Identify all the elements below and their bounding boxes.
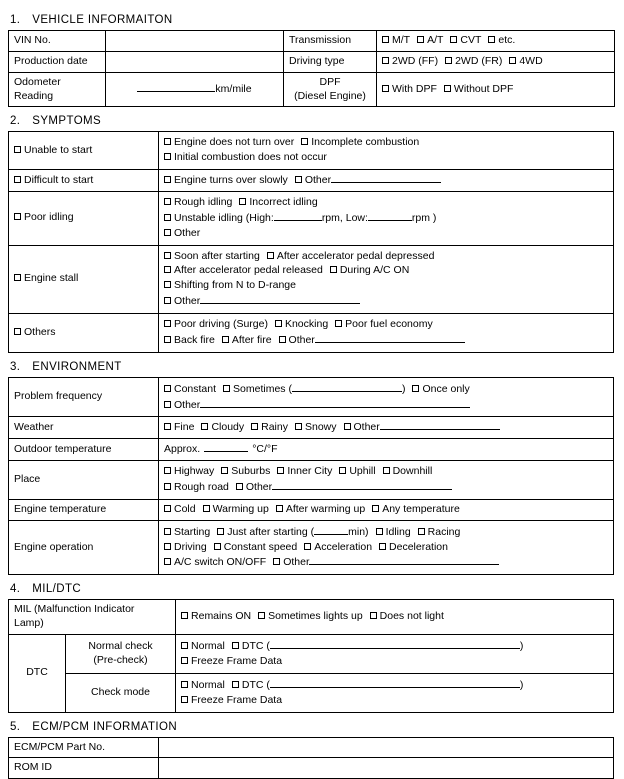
section-title-symptoms: 2. SYMPTOMS (10, 107, 616, 128)
checkbox-icon[interactable] (181, 612, 188, 619)
table-row (9, 417, 614, 439)
checkbox-icon[interactable] (372, 505, 379, 512)
option-after-accelerator-pedal-depressed[interactable]: After accelerator pedal depressed (267, 250, 435, 264)
weather-label: Weather (9, 417, 159, 439)
table-row (9, 635, 614, 674)
checkbox-icon[interactable] (412, 385, 419, 392)
checkbox-icon[interactable] (301, 138, 308, 145)
checkbox-icon[interactable] (232, 642, 239, 649)
checkbox-icon[interactable] (258, 612, 265, 619)
option-rough-road[interactable]: Rough road (164, 481, 229, 495)
option-etc[interactable]: etc. (488, 34, 515, 48)
checkbox-icon[interactable] (344, 423, 351, 430)
section-title-environment: 3. ENVIRONMENT (10, 353, 616, 374)
checkbox-icon[interactable] (164, 385, 171, 392)
place-options[interactable] (159, 461, 614, 500)
symptom-engine-stall-options[interactable] (159, 245, 614, 313)
table-row (9, 192, 614, 246)
checkbox-icon[interactable] (164, 138, 171, 145)
problem-frequency-options[interactable] (159, 377, 614, 417)
option-2wd-fr[interactable]: 2WD (FR) (445, 55, 502, 69)
option-remains-on[interactable]: Remains ON (181, 610, 251, 624)
checkbox-icon[interactable] (203, 505, 210, 512)
transmission-label: Transmission (284, 31, 377, 52)
ecm-pcm-table (8, 737, 614, 779)
option-rough-idling[interactable]: Rough idling (164, 196, 232, 210)
option-knocking[interactable]: Knocking (275, 318, 328, 332)
checkbox-icon[interactable] (330, 266, 337, 273)
section-title-vehicle-information: 1. VEHICLE INFORMAITON (10, 6, 616, 27)
checkbox-icon[interactable] (383, 467, 390, 474)
checkbox-icon[interactable] (370, 612, 377, 619)
option-incorrect-idling[interactable]: Incorrect idling (239, 196, 317, 210)
option-downhill[interactable]: Downhill (383, 465, 433, 479)
check-mode-options[interactable] (176, 673, 614, 712)
option-mt[interactable]: M/T (382, 34, 410, 48)
option-inner-city[interactable]: Inner City (277, 465, 332, 479)
option-back-fire[interactable]: Back fire (164, 334, 215, 348)
table-row (9, 51, 615, 72)
checkbox-icon[interactable] (277, 467, 284, 474)
checkbox-icon[interactable] (14, 176, 21, 183)
table-row (9, 72, 615, 107)
option-dtc[interactable]: DTC ( ) (232, 678, 524, 693)
symptom-others-options[interactable] (159, 314, 614, 353)
checkbox-icon[interactable] (201, 423, 208, 430)
checkbox-icon[interactable] (450, 36, 457, 43)
option-fine[interactable]: Fine (164, 421, 194, 435)
checkbox-icon[interactable] (232, 681, 239, 688)
checkbox-icon[interactable] (181, 657, 188, 664)
place-label: Place (9, 461, 159, 500)
option-dtc[interactable]: DTC ( ) (232, 639, 524, 654)
option-other[interactable]: Other (164, 398, 470, 413)
normal-check-label: Normal check (Pre-check) (66, 635, 176, 674)
option-once-only[interactable]: Once only (412, 383, 469, 397)
symptom-poor-idling[interactable]: Poor idling (9, 192, 159, 246)
option-2wd-ff[interactable]: 2WD (FF) (382, 55, 438, 69)
engine-operation-options[interactable] (159, 520, 614, 575)
checkbox-icon[interactable] (276, 505, 283, 512)
option-at[interactable]: A/T (417, 34, 443, 48)
checkbox-icon[interactable] (164, 153, 171, 160)
engine-operation-label: Engine operation (9, 520, 159, 575)
checkbox-icon[interactable] (239, 198, 246, 205)
checkbox-icon[interactable] (295, 176, 302, 183)
option-other[interactable]: Other (164, 227, 200, 241)
checkbox-icon[interactable] (164, 483, 171, 490)
checkbox-icon[interactable] (509, 57, 516, 64)
option-other[interactable]: Other (236, 480, 452, 495)
option-with-dpf[interactable]: With DPF (382, 83, 437, 97)
checkbox-icon[interactable] (164, 281, 171, 288)
table-row (9, 132, 614, 170)
checkbox-icon[interactable] (382, 36, 389, 43)
vin-label: VIN No. (9, 31, 106, 52)
option-freeze-frame-data[interactable]: Freeze Frame Data (181, 694, 282, 708)
checkbox-icon[interactable] (14, 146, 21, 153)
checkbox-icon[interactable] (164, 543, 171, 550)
checkbox-icon[interactable] (379, 543, 386, 550)
option-racing[interactable]: Racing (418, 526, 461, 540)
checkbox-icon[interactable] (164, 528, 171, 535)
option-normal[interactable]: Normal (181, 640, 225, 654)
checkbox-icon[interactable] (267, 252, 274, 259)
table-row (9, 314, 614, 353)
option-engine-turns-over-slowly[interactable]: Engine turns over slowly (164, 174, 288, 188)
transmission-options[interactable] (377, 31, 615, 52)
engine-temperature-label: Engine temperature (9, 499, 159, 520)
checkbox-icon[interactable] (382, 85, 389, 92)
checkbox-icon[interactable] (164, 229, 171, 236)
option-after-warming-up[interactable]: After warming up (276, 503, 365, 517)
checkbox-icon[interactable] (14, 274, 21, 281)
mil-label: MIL (Malfunction Indicator Lamp) (9, 600, 176, 635)
vin-value[interactable] (106, 31, 284, 52)
checkbox-icon[interactable] (164, 198, 171, 205)
option-shifting-n-to-d[interactable]: Shifting from N to D-range (164, 279, 296, 293)
option-poor-driving-surge[interactable]: Poor driving (Surge) (164, 318, 268, 332)
option-idling[interactable]: Idling (376, 526, 411, 540)
checkbox-icon[interactable] (339, 467, 346, 474)
option-deceleration[interactable]: Deceleration (379, 541, 448, 555)
table-row (9, 461, 614, 500)
symptom-poor-idling-options[interactable] (159, 192, 614, 246)
option-other[interactable]: Other (279, 333, 465, 348)
checkbox-icon[interactable] (164, 558, 171, 565)
checkbox-icon[interactable] (488, 36, 495, 43)
option-constant-speed[interactable]: Constant speed (214, 541, 298, 555)
symptom-unable-to-start[interactable]: Unable to start (9, 132, 159, 170)
option-suburbs[interactable]: Suburbs (221, 465, 270, 479)
option-freeze-frame-data[interactable]: Freeze Frame Data (181, 655, 282, 669)
option-other[interactable]: Other (273, 555, 499, 570)
outdoor-temperature-label: Outdoor temperature (9, 439, 159, 461)
checkbox-icon[interactable] (164, 401, 171, 408)
dpf-label: DPF (Diesel Engine) (284, 72, 377, 107)
weather-options[interactable] (159, 417, 614, 439)
option-other[interactable]: Other (295, 173, 441, 188)
checkbox-icon[interactable] (417, 36, 424, 43)
checkbox-icon[interactable] (164, 214, 171, 221)
option-rainy[interactable]: Rainy (251, 421, 288, 435)
outdoor-temperature-value[interactable]: Approx. °C/°F (159, 439, 614, 461)
section-title-ecm-pcm-information: 5. ECM/PCM INFORMATION (10, 713, 616, 734)
production-date-value[interactable] (106, 51, 284, 72)
option-after-fire[interactable]: After fire (222, 334, 272, 348)
checkbox-icon[interactable] (14, 213, 21, 220)
symptom-engine-stall[interactable]: Engine stall (9, 245, 159, 313)
table-row (9, 245, 614, 313)
driving-type-options[interactable] (377, 51, 615, 72)
environment-table (8, 377, 614, 576)
option-other[interactable]: Other (164, 294, 360, 309)
option-warming-up[interactable]: Warming up (203, 503, 269, 517)
table-row (9, 673, 614, 712)
checkbox-icon[interactable] (382, 57, 389, 64)
checkbox-icon[interactable] (279, 336, 286, 343)
option-driving[interactable]: Driving (164, 541, 207, 555)
option-normal[interactable]: Normal (181, 679, 225, 693)
option-just-after-starting[interactable]: Just after starting ( min) (217, 525, 368, 540)
option-cold[interactable]: Cold (164, 503, 196, 517)
checkbox-icon[interactable] (164, 266, 171, 273)
mil-options[interactable] (176, 600, 614, 635)
checkbox-icon[interactable] (223, 385, 230, 392)
checkbox-icon[interactable] (376, 528, 383, 535)
table-row (9, 377, 614, 417)
option-engine-does-not-turn-over[interactable]: Engine does not turn over (164, 136, 294, 150)
odometer-value[interactable]: km/mile (106, 72, 284, 107)
mil-dtc-table (8, 599, 614, 712)
checkbox-icon[interactable] (164, 252, 171, 259)
option-constant[interactable]: Constant (164, 383, 216, 397)
symptom-others[interactable]: Others (9, 314, 159, 353)
checkbox-icon[interactable] (444, 85, 451, 92)
checkbox-icon[interactable] (275, 320, 282, 327)
symptom-difficult-to-start-options[interactable] (159, 170, 614, 192)
checkbox-icon[interactable] (164, 505, 171, 512)
checkbox-icon[interactable] (273, 558, 280, 565)
option-4wd[interactable]: 4WD (509, 55, 542, 69)
checkbox-icon[interactable] (181, 696, 188, 703)
table-row (9, 600, 614, 635)
option-initial-combustion-does-not-occur[interactable]: Initial combustion does not occur (164, 151, 327, 165)
checkbox-icon[interactable] (181, 681, 188, 688)
driving-type-label: Driving type (284, 51, 377, 72)
option-cloudy[interactable]: Cloudy (201, 421, 244, 435)
table-row (9, 439, 614, 461)
checkbox-icon[interactable] (251, 423, 258, 430)
option-uphill[interactable]: Uphill (339, 465, 375, 479)
option-acceleration[interactable]: Acceleration (304, 541, 372, 555)
symptom-difficult-to-start[interactable]: Difficult to start (9, 170, 159, 192)
table-row (9, 170, 614, 192)
checkbox-icon[interactable] (164, 176, 171, 183)
option-highway[interactable]: Highway (164, 465, 214, 479)
option-sometimes-lights-up[interactable]: Sometimes lights up (258, 610, 363, 624)
checkbox-icon[interactable] (214, 543, 221, 550)
option-does-not-light[interactable]: Does not light (370, 610, 444, 624)
option-sometimes[interactable]: Sometimes ( ) (223, 382, 405, 397)
option-without-dpf[interactable]: Without DPF (444, 83, 514, 97)
table-row (9, 31, 615, 52)
checkbox-icon[interactable] (14, 328, 21, 335)
checkbox-icon[interactable] (221, 467, 228, 474)
checkbox-icon[interactable] (335, 320, 342, 327)
dtc-label: DTC (9, 635, 66, 712)
dpf-options[interactable] (377, 72, 615, 107)
checkbox-icon[interactable] (164, 467, 171, 474)
checkbox-icon[interactable] (445, 57, 452, 64)
symptom-unable-to-start-options[interactable] (159, 132, 614, 170)
option-starting[interactable]: Starting (164, 526, 210, 540)
symptoms-table (8, 131, 614, 352)
odometer-label: Odometer Reading (9, 72, 106, 107)
checkbox-icon[interactable] (164, 297, 171, 304)
vehicle-information-table (8, 30, 615, 107)
option-during-ac-on[interactable]: During A/C ON (330, 264, 409, 278)
table-row (9, 499, 614, 520)
option-incomplete-combustion[interactable]: Incomplete combustion (301, 136, 419, 150)
option-poor-fuel-economy[interactable]: Poor fuel economy (335, 318, 433, 332)
engine-temperature-options[interactable] (159, 499, 614, 520)
checkbox-icon[interactable] (164, 336, 171, 343)
checkbox-icon[interactable] (236, 483, 243, 490)
table-row (9, 737, 614, 758)
problem-frequency-label: Problem frequency (9, 377, 159, 417)
option-cvt[interactable]: CVT (450, 34, 481, 48)
checkbox-icon[interactable] (418, 528, 425, 535)
checkbox-icon[interactable] (304, 543, 311, 550)
section-title-mil-dtc: 4. MIL/DTC (10, 575, 616, 596)
checkbox-icon[interactable] (181, 642, 188, 649)
normal-check-options[interactable] (176, 635, 614, 674)
option-any-temperature[interactable]: Any temperature (372, 503, 460, 517)
option-ac-switch-on-off[interactable]: A/C switch ON/OFF (164, 556, 266, 570)
checkbox-icon[interactable] (164, 423, 171, 430)
option-after-accelerator-pedal-released[interactable]: After accelerator pedal released (164, 264, 323, 278)
ecm-pcm-part-no-value[interactable] (159, 737, 614, 758)
option-snowy[interactable]: Snowy (295, 421, 337, 435)
checkbox-icon[interactable] (217, 528, 224, 535)
option-unstable-idling[interactable]: Unstable idling (High: rpm, Low: rpm ) (164, 211, 436, 226)
production-date-label: Production date (9, 51, 106, 72)
ecm-pcm-part-no-label: ECM/PCM Part No. (9, 737, 159, 758)
checkbox-icon[interactable] (295, 423, 302, 430)
check-mode-label: Check mode (66, 673, 176, 712)
checkbox-icon[interactable] (222, 336, 229, 343)
rom-id-label: ROM ID (9, 758, 159, 779)
option-other[interactable]: Other (344, 420, 500, 435)
checkbox-icon[interactable] (164, 320, 171, 327)
table-row (9, 520, 614, 575)
option-soon-after-starting[interactable]: Soon after starting (164, 250, 260, 264)
